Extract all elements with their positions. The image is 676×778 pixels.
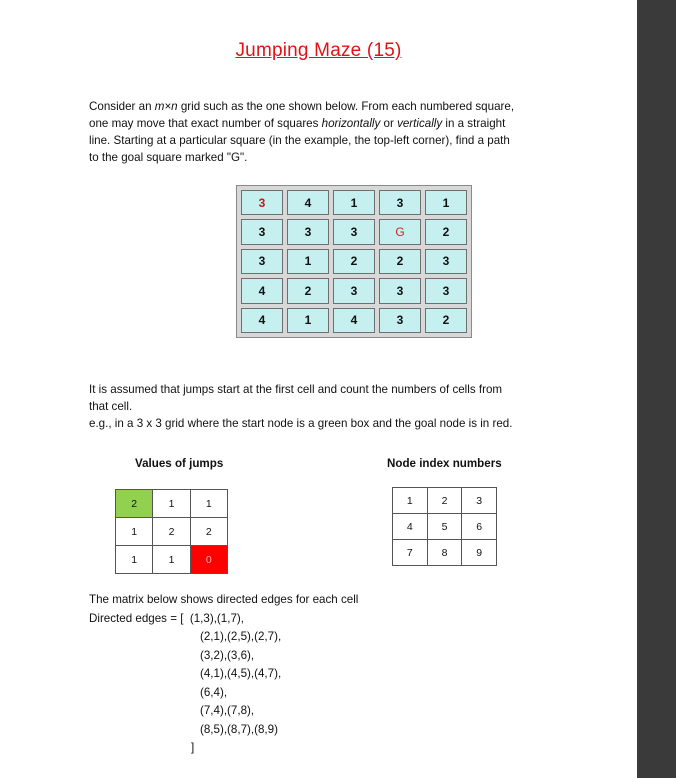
table-cell: 4: [393, 514, 428, 540]
maze-cell: 1: [287, 308, 329, 333]
page-title: Jumping Maze (15): [235, 40, 402, 61]
intro-line-2: one may move that exact number of squares horizontally or vertically in a straight: [89, 117, 506, 130]
table-cell: 6: [462, 514, 497, 540]
maze-cell: 1: [287, 249, 329, 274]
maze-cell: 2: [425, 219, 467, 244]
directed-edges: [89, 591, 358, 758]
table-cell: 1: [153, 490, 190, 518]
intro-line-4: to the goal square marked "G".: [89, 151, 248, 164]
edges-line: (8,5),(8,7),(8,9): [200, 722, 278, 736]
explain-line-1: It is assumed that jumps start at the first cell and count the numbers of cells from: [89, 383, 503, 396]
table-cell: 1: [116, 546, 153, 574]
edges-line: (6,4),: [200, 685, 228, 699]
maze-cell: 3: [241, 190, 283, 215]
maze-grid: [236, 185, 472, 338]
goal-cell: 0: [191, 546, 228, 574]
index-table-label: Node index numbers: [387, 457, 502, 470]
start-cell: 2: [116, 490, 153, 518]
table-cell: 7: [393, 540, 428, 566]
table-cell: 2: [428, 488, 463, 514]
values-table-label: Values of jumps: [135, 457, 224, 470]
maze-cell: 3: [333, 219, 375, 244]
maze-cell: 3: [333, 278, 375, 303]
edges-intro: The matrix below shows directed edges for each cell: [89, 593, 359, 606]
table-cell: 8: [428, 540, 463, 566]
maze-cell: 3: [379, 278, 421, 303]
maze-cell: 2: [425, 308, 467, 333]
edges-line: (7,4),(7,8),: [200, 704, 255, 717]
edges-line: (4,1),(4,5),(4,7),: [200, 667, 282, 680]
maze-cell: 3: [287, 219, 329, 244]
goal-cell: G: [379, 219, 421, 244]
maze-cell: 3: [241, 219, 283, 244]
table-cell: 1: [191, 490, 228, 518]
maze-cell: 4: [241, 308, 283, 333]
maze-cell: 3: [241, 249, 283, 274]
maze-cell: 2: [379, 249, 421, 274]
intro-paragraph: [89, 98, 569, 166]
intro-line-3: line. Starting at a particular square (in the example, the top-left corner), find a path: [89, 134, 510, 147]
edges-closing-bracket: ]: [191, 741, 195, 754]
explanation-text: [89, 381, 569, 432]
table-cell: 9: [462, 540, 497, 566]
maze-cell: 3: [379, 190, 421, 215]
maze-cell: 3: [379, 308, 421, 333]
maze-cell: 2: [333, 249, 375, 274]
edges-line: (2,1),(2,5),(2,7),: [200, 630, 282, 643]
table-cell: 3: [462, 488, 497, 514]
table-cell: 2: [153, 518, 190, 546]
table-cell: 1: [393, 488, 428, 514]
maze-cell: 3: [425, 278, 467, 303]
explain-line-2: that cell.: [89, 400, 133, 413]
maze-cell: 1: [425, 190, 467, 215]
intro-line-1: Consider an m×n grid such as the one shown below. From each numbered square,: [89, 100, 515, 113]
maze-cell: 1: [333, 190, 375, 215]
table-cell: 5: [428, 514, 463, 540]
edges-line: (3,2),(3,6),: [200, 648, 255, 662]
edges-line: Directed edges = [ (1,3),(1,7),: [89, 611, 244, 625]
maze-cell: 4: [241, 278, 283, 303]
maze-cell: 2: [287, 278, 329, 303]
maze-cell: 4: [287, 190, 329, 215]
table-cell: 2: [191, 518, 228, 546]
maze-cell: 3: [425, 249, 467, 274]
maze-cell: 4: [333, 308, 375, 333]
values-table: [115, 489, 228, 574]
table-cell: 1: [116, 518, 153, 546]
explain-line-3: e.g., in a 3 x 3 grid where the start node is a green box and the goal node is in red.: [89, 417, 513, 430]
index-table: [392, 487, 497, 566]
table-cell: 1: [153, 546, 190, 574]
